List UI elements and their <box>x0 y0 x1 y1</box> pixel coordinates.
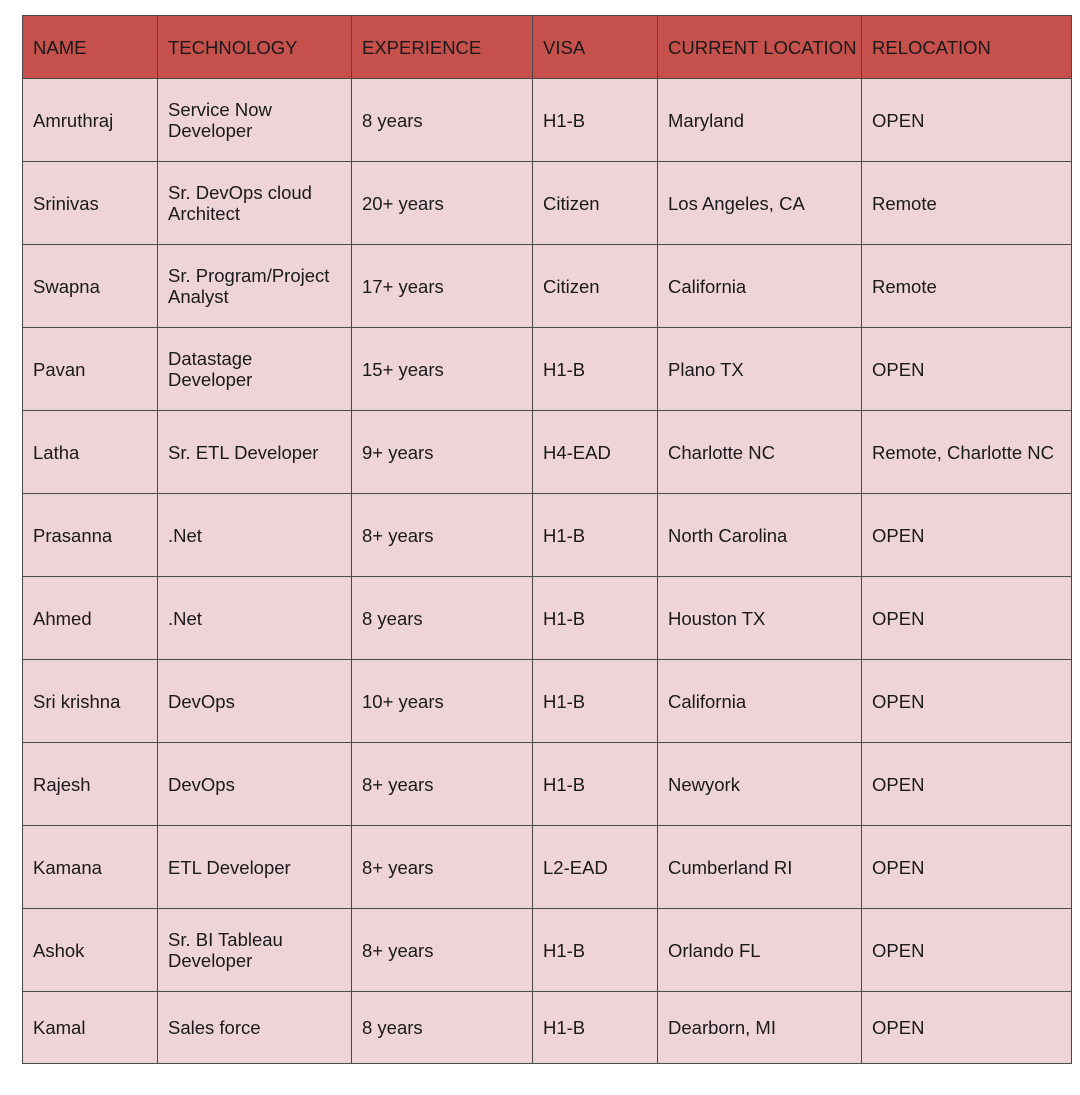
cell-visa: Citizen <box>533 245 658 328</box>
table-row <box>23 411 1072 494</box>
cell-current-location: California <box>658 660 862 743</box>
cell-experience: 8+ years <box>352 826 533 909</box>
cell-technology: .Net <box>158 577 352 660</box>
cell-current-location: Maryland <box>658 79 862 162</box>
cell-technology: DevOps <box>158 743 352 826</box>
cell-name: Pavan <box>23 328 158 411</box>
cell-visa: H4-EAD <box>533 411 658 494</box>
cell-current-location: Houston TX <box>658 577 862 660</box>
table-body <box>23 79 1072 1064</box>
table-row <box>23 328 1072 411</box>
cell-visa: H1-B <box>533 992 658 1064</box>
cell-name: Srinivas <box>23 162 158 245</box>
column-header-current-location: CURRENT LOCATION <box>658 16 862 79</box>
cell-technology: Sr. Program/Project Analyst <box>158 245 352 328</box>
table-row <box>23 494 1072 577</box>
cell-current-location: Plano TX <box>658 328 862 411</box>
column-header-visa: VISA <box>533 16 658 79</box>
cell-technology: Sr. ETL Developer <box>158 411 352 494</box>
table-row <box>23 79 1072 162</box>
table-row <box>23 162 1072 245</box>
cell-visa: H1-B <box>533 328 658 411</box>
cell-technology: .Net <box>158 494 352 577</box>
column-header-relocation: RELOCATION <box>862 16 1072 79</box>
cell-experience: 8 years <box>352 79 533 162</box>
table-row <box>23 992 1072 1064</box>
cell-current-location: Cumberland RI <box>658 826 862 909</box>
cell-name: Swapna <box>23 245 158 328</box>
column-header-experience: EXPERIENCE <box>352 16 533 79</box>
table-header-row <box>23 16 1072 79</box>
cell-current-location: Orlando FL <box>658 909 862 992</box>
cell-experience: 8 years <box>352 577 533 660</box>
cell-experience: 17+ years <box>352 245 533 328</box>
cell-technology: Sr. BI Tableau Developer <box>158 909 352 992</box>
cell-name: Prasanna <box>23 494 158 577</box>
cell-visa: Citizen <box>533 162 658 245</box>
cell-experience: 9+ years <box>352 411 533 494</box>
table-row <box>23 660 1072 743</box>
cell-relocation: Remote, Charlotte NC <box>862 411 1072 494</box>
cell-visa: H1-B <box>533 577 658 660</box>
cell-current-location: Los Angeles, CA <box>658 162 862 245</box>
cell-relocation: OPEN <box>862 328 1072 411</box>
cell-current-location: Newyork <box>658 743 862 826</box>
table-row <box>23 743 1072 826</box>
cell-name: Ahmed <box>23 577 158 660</box>
cell-visa: L2-EAD <box>533 826 658 909</box>
cell-experience: 8 years <box>352 992 533 1064</box>
cell-relocation: OPEN <box>862 494 1072 577</box>
cell-experience: 8+ years <box>352 909 533 992</box>
cell-technology: ETL Developer <box>158 826 352 909</box>
cell-experience: 8+ years <box>352 743 533 826</box>
candidates-table <box>22 15 1072 1064</box>
table-row <box>23 909 1072 992</box>
cell-technology: Sr. DevOps cloud Architect <box>158 162 352 245</box>
cell-current-location: California <box>658 245 862 328</box>
cell-relocation: OPEN <box>862 826 1072 909</box>
cell-experience: 10+ years <box>352 660 533 743</box>
cell-visa: H1-B <box>533 79 658 162</box>
cell-name: Latha <box>23 411 158 494</box>
cell-name: Kamana <box>23 826 158 909</box>
cell-visa: H1-B <box>533 909 658 992</box>
cell-name: Kamal <box>23 992 158 1064</box>
cell-relocation: OPEN <box>862 743 1072 826</box>
cell-current-location: North Carolina <box>658 494 862 577</box>
cell-current-location: Charlotte NC <box>658 411 862 494</box>
table-row <box>23 826 1072 909</box>
cell-relocation: OPEN <box>862 909 1072 992</box>
column-header-name: NAME <box>23 16 158 79</box>
cell-name: Rajesh <box>23 743 158 826</box>
cell-name: Ashok <box>23 909 158 992</box>
table-row <box>23 245 1072 328</box>
cell-experience: 15+ years <box>352 328 533 411</box>
cell-name: Sri krishna <box>23 660 158 743</box>
cell-visa: H1-B <box>533 743 658 826</box>
cell-relocation: Remote <box>862 162 1072 245</box>
cell-technology: Service Now Developer <box>158 79 352 162</box>
cell-technology: Sales force <box>158 992 352 1064</box>
cell-relocation: OPEN <box>862 577 1072 660</box>
cell-name: Amruthraj <box>23 79 158 162</box>
cell-experience: 8+ years <box>352 494 533 577</box>
cell-relocation: Remote <box>862 245 1072 328</box>
cell-visa: H1-B <box>533 494 658 577</box>
cell-current-location: Dearborn, MI <box>658 992 862 1064</box>
table-row <box>23 577 1072 660</box>
cell-technology: Datastage Developer <box>158 328 352 411</box>
cell-relocation: OPEN <box>862 79 1072 162</box>
cell-relocation: OPEN <box>862 660 1072 743</box>
cell-technology: DevOps <box>158 660 352 743</box>
cell-visa: H1-B <box>533 660 658 743</box>
cell-relocation: OPEN <box>862 992 1072 1064</box>
cell-experience: 20+ years <box>352 162 533 245</box>
column-header-technology: TECHNOLOGY <box>158 16 352 79</box>
